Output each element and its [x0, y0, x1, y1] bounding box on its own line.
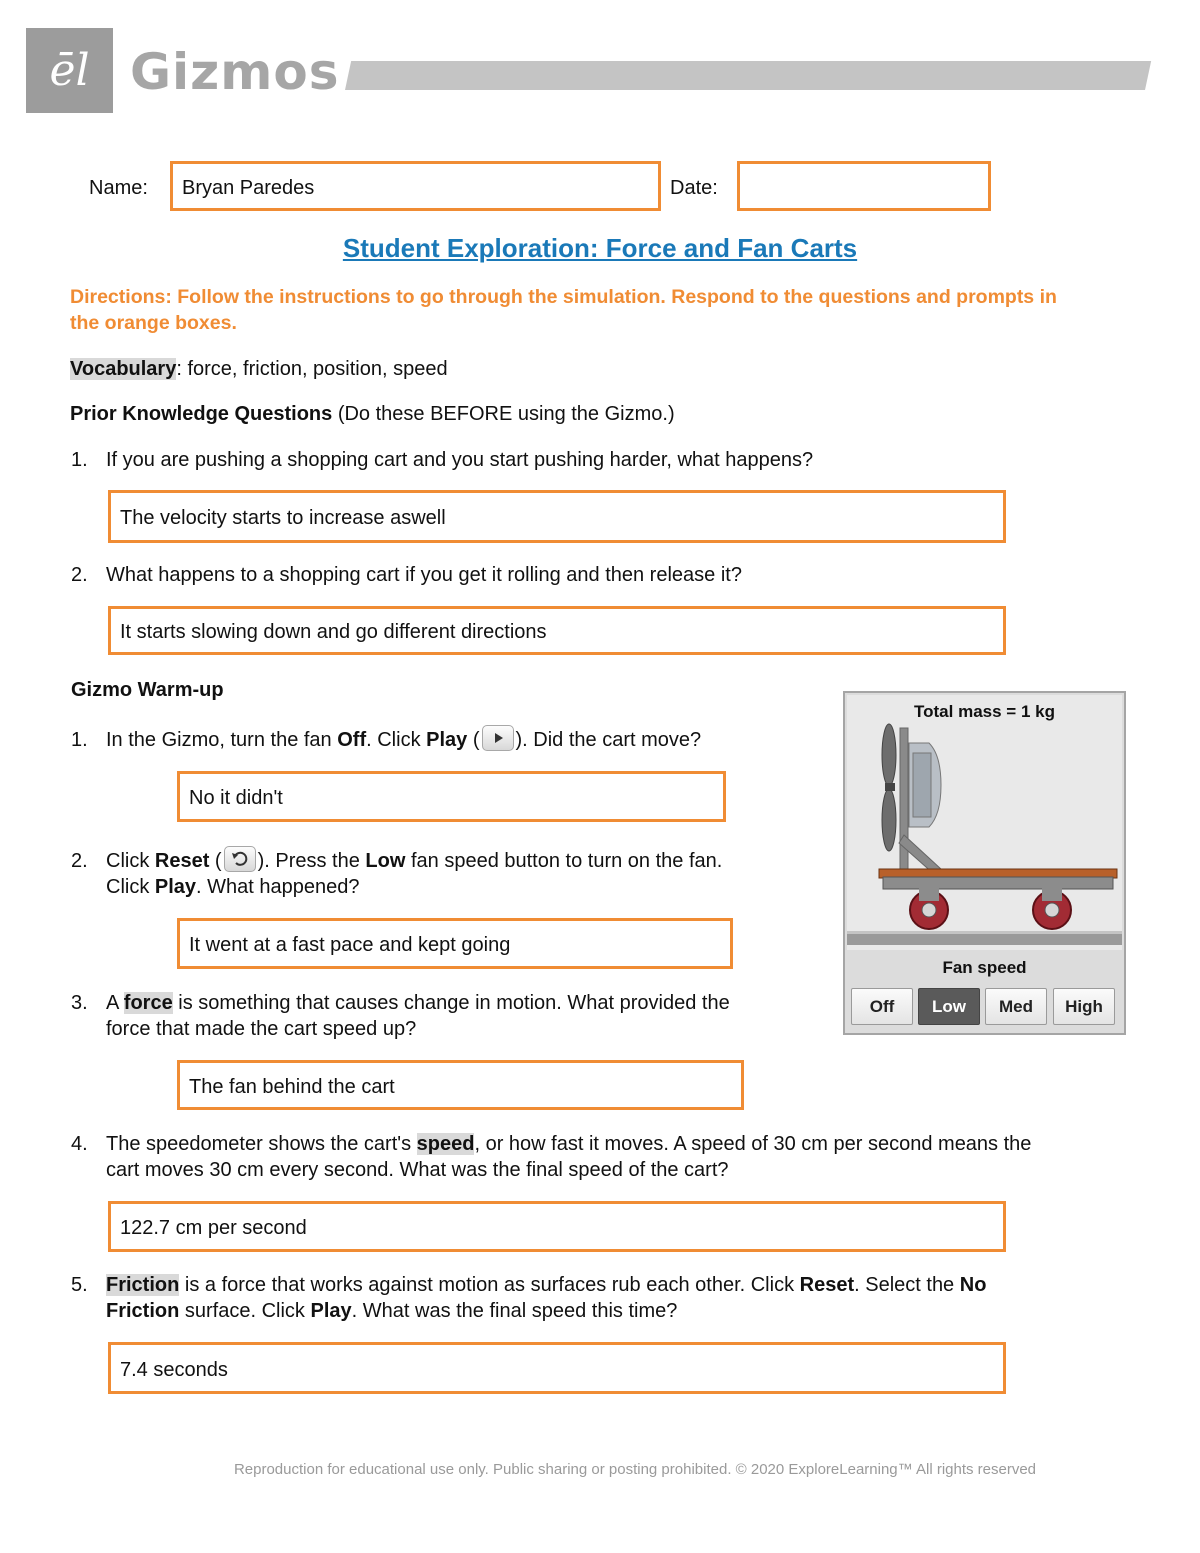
warmup-q4-line2: cart moves 30 cm every second. What was the final speed of the cart? — [106, 1159, 729, 1181]
text-run: . What happened? — [196, 876, 360, 898]
warmup-a2-text: It went at a fast pace and kept going — [189, 934, 511, 956]
warmup-a3-text: The fan behind the cart — [189, 1076, 395, 1098]
vocabulary-terms: : force, friction, position, speed — [176, 358, 448, 380]
header-bar — [345, 61, 1151, 90]
prior-q2-number: 2. — [71, 564, 88, 586]
text-run: , or how fast it moves. A speed of 30 cm per second means the — [474, 1133, 1032, 1155]
bold-run: Play — [154, 876, 197, 898]
fan-off-button[interactable]: Off — [851, 988, 913, 1025]
warmup-a1-box[interactable] — [177, 771, 726, 822]
warmup-a2-box[interactable] — [177, 918, 733, 969]
page-title: Student Exploration: Force and Fan Carts — [342, 233, 858, 263]
text-run: ). Did the cart move? — [515, 729, 702, 751]
warmup-q2-number: 2. — [71, 850, 88, 872]
prior-a1-text: The velocity starts to increase aswell — [120, 507, 446, 529]
text-run: ( — [467, 729, 480, 751]
warmup-heading-text: Gizmo Warm-up — [71, 679, 224, 701]
warmup-heading — [71, 677, 224, 703]
prior-q1-text: If you are pushing a shopping cart and you start pushing harder, what happens? — [106, 449, 814, 471]
text-run: Click — [106, 876, 155, 898]
fan-speed-label: Fan speed — [942, 958, 1027, 977]
explorelearning-logo: ēl — [49, 45, 90, 96]
text-run: A — [106, 992, 124, 1014]
text-run: ). Press the — [257, 850, 366, 872]
warmup-a5-box[interactable] — [108, 1342, 1006, 1394]
warmup-a1-text: No it didn't — [189, 787, 283, 809]
text-run: . What was the final speed this time? — [351, 1300, 678, 1322]
warmup-q4-line1 — [106, 1131, 1031, 1157]
text-run: is a force that works against motion as surfaces rub each other. Click — [179, 1274, 800, 1296]
warmup-q3-line2: force that made the cart speed up? — [106, 1018, 417, 1040]
fan-med-button[interactable]: Med — [985, 988, 1047, 1025]
bold-run: speed — [416, 1133, 475, 1155]
warmup-a4-text: 122.7 cm per second — [120, 1217, 307, 1239]
warmup-q2-line2 — [106, 874, 360, 900]
text-run: . Click — [366, 729, 427, 751]
bold-run: Play — [310, 1300, 352, 1322]
bold-run: Friction — [106, 1300, 180, 1322]
vocabulary-line — [70, 356, 448, 382]
text-run: Click — [106, 850, 155, 872]
text-run: In the Gizmo, turn the fan — [106, 729, 338, 751]
warmup-q2-line1 — [106, 848, 722, 875]
warmup-q1-text — [106, 727, 701, 754]
warmup-q5-line1 — [106, 1272, 986, 1298]
prior-a2-text: It starts slowing down and go different directions — [120, 621, 547, 643]
bold-run: Low — [365, 850, 406, 872]
prior-a1-box[interactable] — [108, 490, 1006, 543]
gizmo-scene — [847, 695, 1122, 950]
name-label: Name: — [89, 177, 148, 199]
reset-icon — [224, 846, 256, 872]
bold-run: Reset — [154, 850, 210, 872]
warmup-q5-number: 5. — [71, 1274, 88, 1296]
warmup-q4-number: 4. — [71, 1133, 88, 1155]
text-run: surface. Click — [179, 1300, 311, 1322]
warmup-a4-box[interactable] — [108, 1201, 1006, 1252]
warmup-q3-number: 3. — [71, 992, 88, 1014]
text-run: is something that causes change in motion. What provided the — [172, 992, 730, 1014]
warmup-q1-number: 1. — [71, 729, 88, 751]
name-field[interactable] — [170, 161, 661, 211]
fan-low-button[interactable]: Low — [918, 988, 980, 1025]
bold-run: Reset — [799, 1274, 855, 1296]
warmup-a5-text: 7.4 seconds — [120, 1359, 228, 1381]
bold-run: Friction — [106, 1274, 180, 1296]
text-run: fan speed button to turn on the fan. — [405, 850, 723, 872]
vocabulary-label: Vocabulary — [70, 358, 177, 380]
prior-a2-box[interactable] — [108, 606, 1006, 655]
play-icon — [482, 725, 514, 751]
text-run: . Select the — [854, 1274, 960, 1296]
date-field[interactable] — [737, 161, 991, 211]
fan-high-button[interactable]: High — [1053, 988, 1115, 1025]
warmup-q3-line1 — [106, 990, 730, 1016]
text-run: ( — [209, 850, 222, 872]
text-run: The speedometer shows the cart's — [106, 1133, 417, 1155]
bold-run: force — [123, 992, 173, 1014]
brand-name: Gizmos — [130, 43, 340, 101]
prior-q2-text: What happens to a shopping cart if you get it rolling and then release it? — [106, 564, 742, 586]
warmup-a3-box[interactable] — [177, 1060, 744, 1110]
prior-heading-text: Prior Knowledge Questions — [70, 403, 333, 425]
bold-run: Off — [337, 729, 367, 751]
date-value — [740, 164, 988, 176]
fan-cart-illustration — [847, 695, 1122, 950]
name-value: Bryan Paredes — [182, 177, 315, 199]
prior-knowledge-heading — [70, 401, 675, 427]
footer-copyright: Reproduction for educational use only. Public sharing or posting prohibited. © 2020 ExploreLearning™ All rights reserved — [233, 1461, 1037, 1478]
prior-q1-number: 1. — [71, 449, 88, 471]
bold-run: No — [959, 1274, 987, 1296]
warmup-q5-line2 — [106, 1298, 677, 1324]
date-label: Date: — [670, 177, 718, 199]
prior-heading-note: (Do these BEFORE using the Gizmo.) — [332, 403, 675, 425]
directions-text: Directions: Follow the instructions to go through the simulation. Respond to the questions and prompts in the orange boxes. — [70, 286, 1057, 334]
bold-run: Play — [426, 729, 468, 751]
total-mass-label: Total mass = 1 kg — [914, 702, 1055, 721]
